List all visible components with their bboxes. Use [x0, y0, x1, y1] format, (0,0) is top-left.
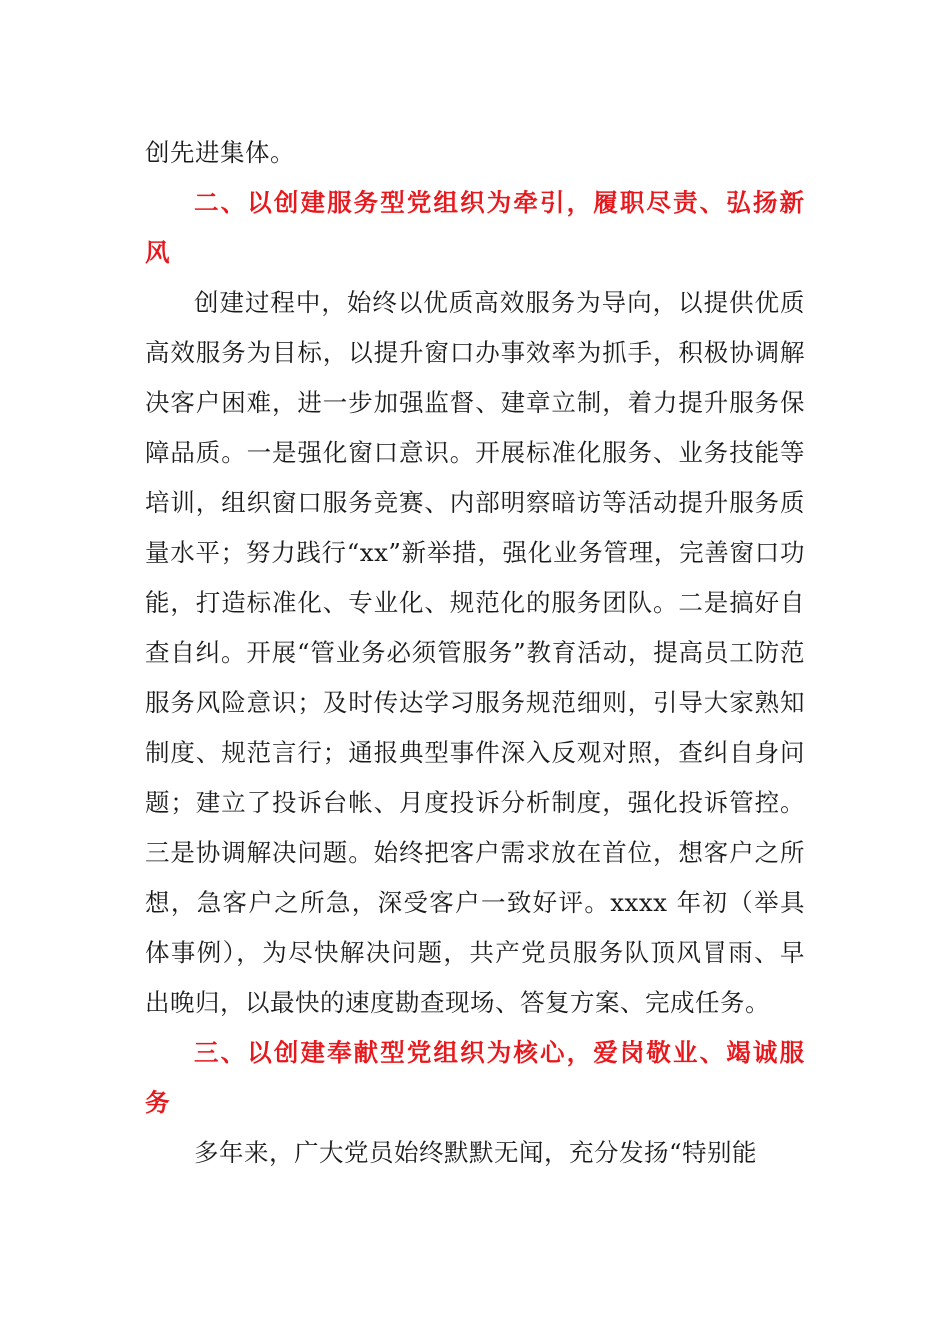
section-heading-3: 三、以创建奉献型党组织为核心，爱岗敬业、竭诚服务 — [145, 1038, 805, 1117]
section-paragraph-2: 创建过程中，始终以优质高效服务为导向，以提供优质高效服务为目标，以提升窗口办事效率为抓手，积极协调解决客户困难，进一步加强监督、建章立制，着力提升服务保障品质。一是强化窗口意识。开展标准化服务、业务技能等培训，组织窗口服务竞赛、内部明察暗访等活动提升服务质量水平；努力践行“xx”新举措，强化业务管理，完善窗口功能，打造标准化、专业化、规范化的服务团队。二是搞好自查自纠。开展“管业务必须管服务”教育活动，提高员工防范服务风险意识；及时传达学习服务规范细则，引导大家熟知制度、规范言行；通报典型事件深入反观对照，查纠自身问题；建立了投诉台帐、月度投诉分析制度，强化投诉管控。三是协调解决问题。始终把客户需求放在首位，想客户之所想，急客户之所急，深受客户一致好评。xxxx 年初（举具体事例），为尽快解决问题，共产党员服务队顶风冒雨、早出晚归，以最快的速度勘查现场、答复方案、完成任务。 — [145, 288, 805, 1017]
section-heading-2: 二、以创建服务型党组织为牵引，履职尽责、弘扬新风 — [145, 188, 805, 267]
intro-tail-text: 创先进集体。 — [145, 138, 295, 167]
section-paragraph-3: 多年来，广大党员始终默默无闻，充分发扬“特别能 — [194, 1138, 758, 1167]
document-body — [145, 128, 805, 1178]
